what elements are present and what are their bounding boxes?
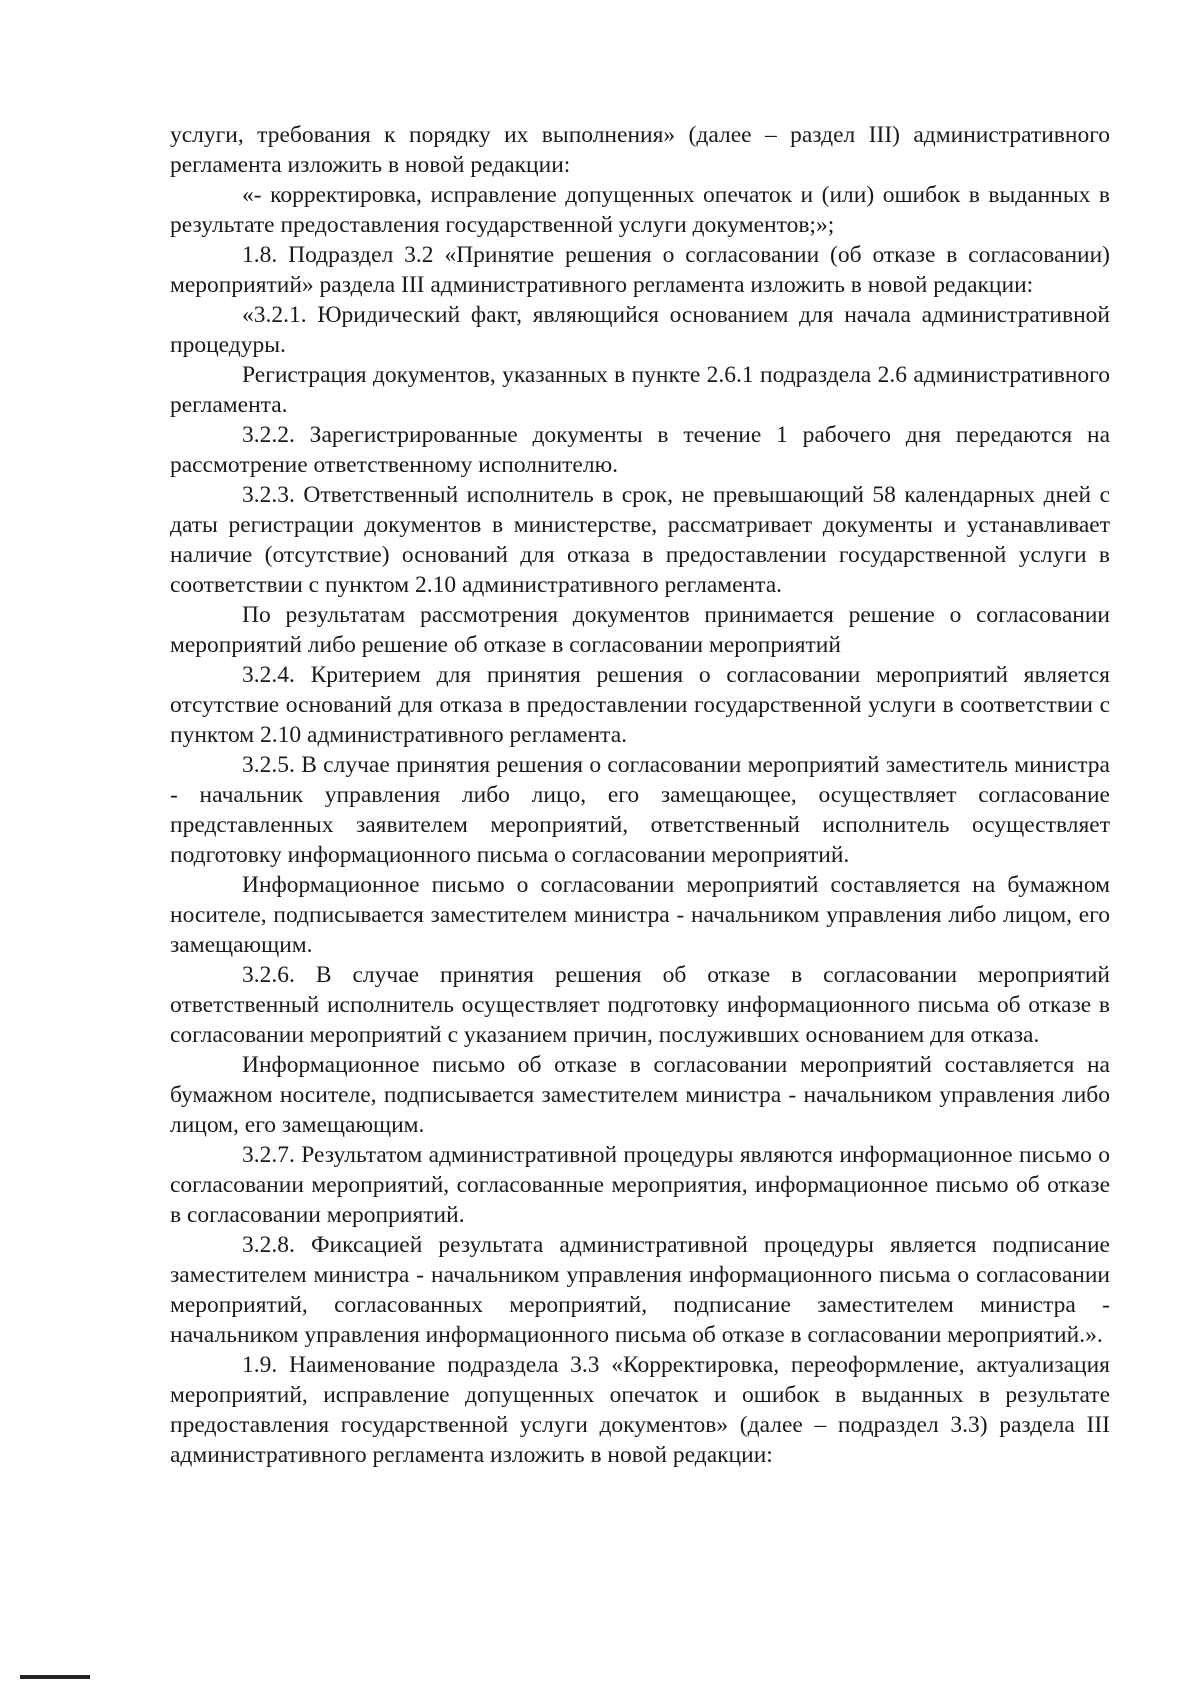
- scan-edge-mark: [20, 1675, 90, 1679]
- paragraph: 3.2.4. Критерием для принятия решения о согласовании мероприятий является отсутствие оснований для отказа в предоставлении государственной услуги в соответствии с пунктом 2.10 административного регламента.: [170, 662, 1110, 748]
- paragraph: 1.9. Наименование подраздела 3.3 «Корректировка, переоформление, актуализация мероприятий, исправление допущенных опечаток и ошибок в выданных в результате предоставления государственной услуги документов» (далее – подраздел 3.3) раздела III административного регламента изложить в новой редакции:: [170, 1352, 1110, 1468]
- document-body: [170, 120, 1110, 1470]
- paragraph: «3.2.1. Юридический факт, являющийся основанием для начала административной процедуры.: [170, 302, 1110, 358]
- paragraph: 3.2.6. В случае принятия решения об отказе в согласовании мероприятий ответственный исполнитель осуществляет подготовку информационного письма об отказе в согласовании мероприятий с указанием причин, послуживших основанием для отказа.: [170, 962, 1110, 1048]
- paragraph: Информационное письмо о согласовании мероприятий составляется на бумажном носителе, подписывается заместителем министра - начальником управления либо лицом, его замещающим.: [170, 872, 1110, 958]
- paragraph: 3.2.7. Результатом административной процедуры являются информационное письмо о согласовании мероприятий, согласованные мероприятия, информационное письмо об отказе в согласовании мероприятий.: [170, 1142, 1110, 1228]
- paragraph: 1.8. Подраздел 3.2 «Принятие решения о согласовании (об отказе в согласовании) мероприятий» раздела III административного регламента изложить в новой редакции:: [170, 242, 1110, 298]
- paragraph: 3.2.8. Фиксацией результата административной процедуры является подписание заместителем министра - начальником управления информационного письма о согласовании мероприятий, согласованных мероприятий, подписание заместителем министра - начальником управления информационного письма об отказе в согласовании мероприятий.».: [170, 1232, 1110, 1348]
- paragraph: «- корректировка, исправление допущенных опечаток и (или) ошибок в выданных в результате предоставления государственной услуги документов;»;: [170, 182, 1110, 238]
- paragraph: 3.2.5. В случае принятия решения о согласовании мероприятий заместитель министра - начальник управления либо лицо, его замещающее, осуществляет согласование представленных заявителем мероприятий, ответственный исполнитель осуществляет подготовку информационного письма о согласовании мероприятий.: [170, 752, 1110, 868]
- paragraph: Информационное письмо об отказе в согласовании мероприятий составляется на бумажном носителе, подписывается заместителем министра - начальником управления либо лицом, его замещающим.: [170, 1052, 1110, 1138]
- paragraph: Регистрация документов, указанных в пункте 2.6.1 подраздела 2.6 административного регламента.: [170, 362, 1110, 418]
- paragraph: По результатам рассмотрения документов принимается решение о согласовании мероприятий либо решение об отказе в согласовании мероприятий: [170, 602, 1110, 658]
- paragraph: 3.2.2. Зарегистрированные документы в течение 1 рабочего дня передаются на рассмотрение ответственному исполнителю.: [170, 422, 1110, 478]
- paragraph: услуги, требования к порядку их выполнения» (далее – раздел III) административного регламента изложить в новой редакции:: [170, 122, 1110, 178]
- paragraph: 3.2.3. Ответственный исполнитель в срок, не превышающий 58 календарных дней с даты регистрации документов в министерстве, рассматривает документы и устанавливает наличие (отсутствие) оснований для отказа в предоставлении государственной услуги в соответствии с пунктом 2.10 административного регламента.: [170, 482, 1110, 598]
